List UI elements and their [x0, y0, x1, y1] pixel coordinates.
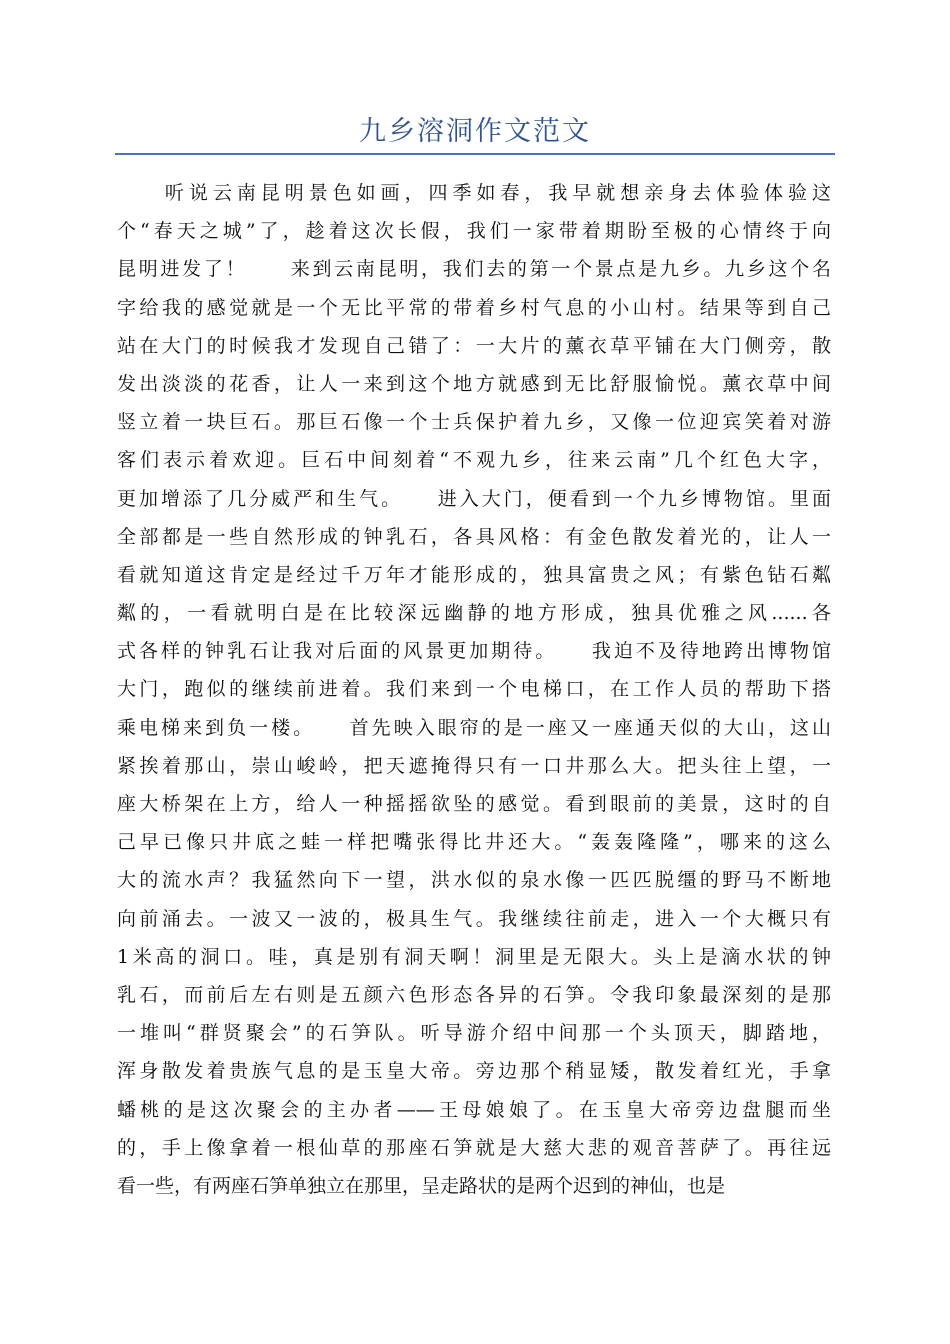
text-line: 更加增添了几分威严和生气。 进入大门，便看到一个九乡博物馆。里面	[117, 487, 831, 510]
text-line: 个“春天之城”了，趁着这次长假，我们一家带着期盼至极的心情终于向	[117, 220, 831, 243]
text-line: 紧挨着那山，崇山峻岭，把天遮掩得只有一口井那么大。把头往上望，一	[117, 754, 831, 777]
text-line: 发出淡淡的花香，让人一来到这个地方就感到无比舒服愉悦。薰衣草中间	[117, 372, 831, 395]
body-text	[117, 174, 831, 1205]
document-title: 九乡溶洞作文范文	[359, 116, 591, 147]
text-line: 站在大门的时候我才发现自己错了：一大片的薰衣草平铺在大门侧旁，散	[117, 334, 831, 357]
text-line: 大门，跑似的继续前进着。我们来到一个电梯口，在工作人员的帮助下搭	[117, 678, 831, 701]
text-line: 看就知道这肯定是经过千万年才能形成的，独具富贵之风；有紫色钻石粼	[117, 563, 831, 586]
text-line: 式各样的钟乳石让我对后面的风景更加期待。 我迫不及待地跨出博物馆	[117, 640, 831, 663]
text-line: 乳石，而前后左右则是五颜六色形态各异的石笋。令我印象最深刻的是那	[117, 983, 831, 1006]
text-line: 蟠桃的是这次聚会的主办者——王母娘娘了。在玉皇大帝旁边盘腿而坐	[117, 1098, 831, 1121]
text-line: 的，手上像拿着一根仙草的那座石笋就是大慈大悲的观音菩萨了。再往远	[117, 1136, 831, 1159]
text-line: 昆明进发了！ 来到云南昆明，我们去的第一个景点是九乡。九乡这个名	[117, 258, 831, 281]
text-line: 一堆叫“群贤聚会”的石笋队。听导游介绍中间那一个头顶天，脚踏地，	[117, 1022, 831, 1045]
text-line: 竖立着一块巨石。那巨石像一个士兵保护着九乡，又像一位迎宾笑着对游	[117, 411, 831, 434]
text-line: 全部都是一些自然形成的钟乳石，各具风格：有金色散发着光的，让人一	[117, 525, 831, 548]
text-line: 粼的，一看就明白是在比较深远幽静的地方形成，独具优雅之风......各	[117, 602, 831, 625]
text-line: 乘电梯来到负一楼。 首先映入眼帘的是一座又一座通天似的大山，这山	[117, 716, 831, 739]
text-line: 字给我的感觉就是一个无比平常的带着乡村气息的小山村。结果等到自己	[117, 296, 831, 319]
text-line: 1米高的洞口。哇，真是别有洞天啊！洞里是无限大。头上是滴水状的钟	[117, 945, 831, 968]
text-line: 客们表示着欢迎。巨石中间刻着“不观九乡，往来云南”几个红色大字，	[117, 449, 831, 472]
text-line: 大的流水声？我猛然向下一望，洪水似的泉水像一匹匹脱缰的野马不断地	[117, 869, 831, 892]
text-line: 浑身散发着贵族气息的是玉皇大帝。旁边那个稍显矮，散发着红光，手拿	[117, 1060, 831, 1083]
text-line: 向前涌去。一波又一波的，极具生气。我继续往前走，进入一个大概只有	[117, 907, 831, 930]
title-underline	[115, 153, 835, 155]
text-line: 听说云南昆明景色如画，四季如春，我早就想亲身去体验体验这	[117, 182, 831, 204]
text-line: 看一些，有两座石笋单独立在那里，呈走路状的是两个迟到的神仙，也是	[117, 1174, 726, 1197]
text-line: 己早已像只井底之蛙一样把嘴张得比井还大。“轰轰隆隆”，哪来的这么	[117, 831, 831, 854]
text-line: 座大桥架在上方，给人一种摇摇欲坠的感觉。看到眼前的美景，这时的自	[117, 793, 831, 815]
